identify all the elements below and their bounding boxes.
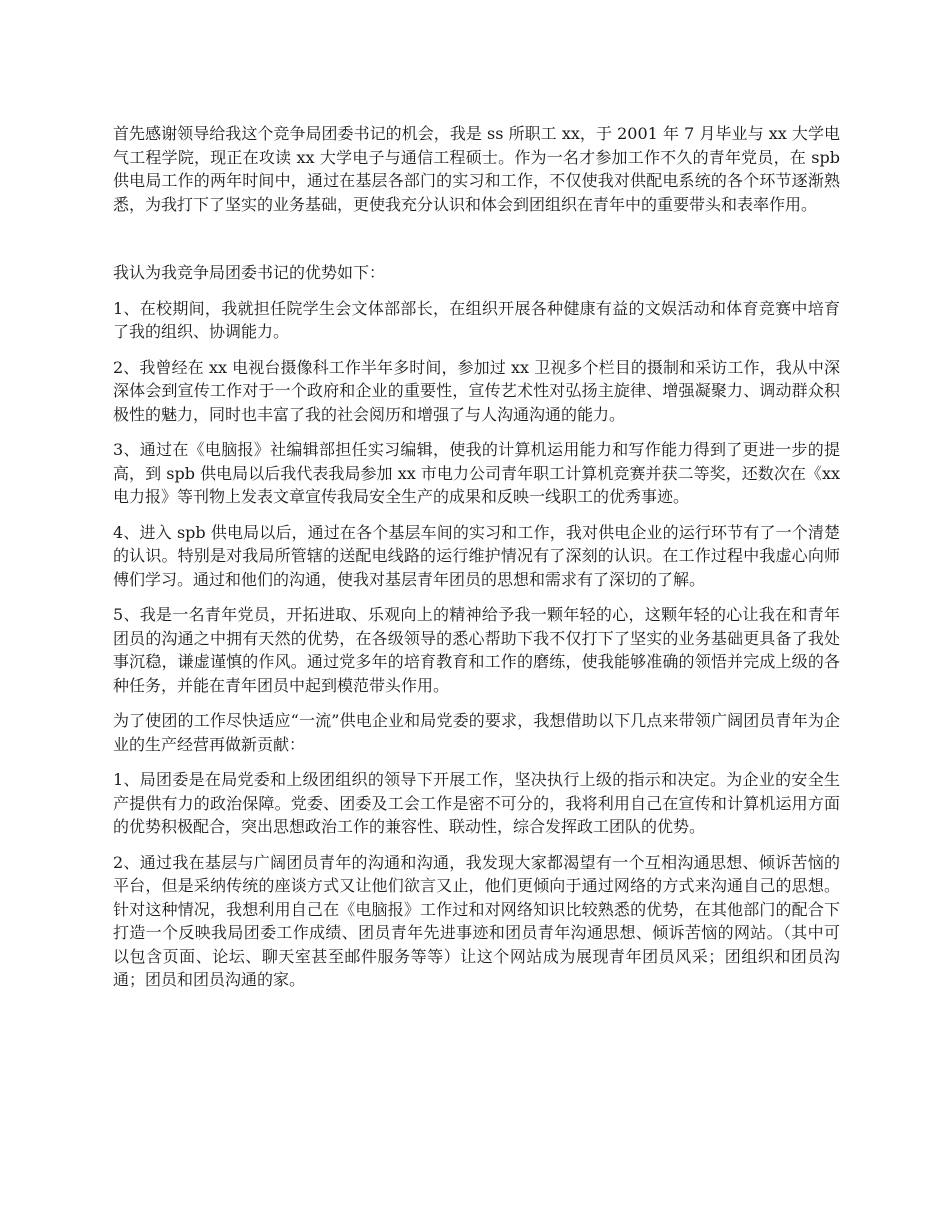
advantage-item-5: 5、我是一名青年党员，开拓进取、乐观向上的精神给予我一颗年轻的心，这颗年轻的心让我在和青年团员的沟通之中拥有天然的优势，在各级领导的悉心帮助下我不仅打下了坚实的业务基础更具备了我处事沉稳，谦虚谨慎的作风。通过党多年的培育教育和工作的磨练，使我能够准确的领悟并完成上级的各种任务，并能在青年团员中起到模范带头作用。 [113, 605, 840, 695]
advantage-item-4: 4、进入 spb 供电局以后，通过在各个基层车间的实习和工作，我对供电企业的运行环节有了一个清楚的认识。特别是对我局所管辖的送配电线路的运行维护情况有了深刻的认识。在工作过程中我虚心向师傅们学习。通过和他们的沟通，使我对基层青年团员的思想和需求有了深切的了解。 [113, 522, 840, 589]
intro-paragraph: 首先感谢领导给我这个竞争局团委书记的机会，我是 ss 所职工 xx，于 2001 年 7 月毕业与 xx 大学电气工程学院，现正在攻读 xx 大学电子与通信工程硕士。作为一名才参加工作不久的青年党员，在 spb 供电局工作的两年时间中，通过在基层各部门的实习和工作，不仅使我对供配电系统的各个环节逐渐熟悉，为我打下了坚实的业务基础，更使我充分认识和体会到团组织在青年中的重要带头和表率作用。 [113, 124, 840, 214]
advantages-heading: 我认为我竞争局团委书记的优势如下： [113, 263, 386, 282]
advantage-item-2: 2、我曾经在 xx 电视台摄像科工作半年多时间，参加过 xx 卫视多个栏目的摄制和采访工作，我从中深深体会到宣传工作对于一个政府和企业的重要性，宣传艺术性对弘扬主旋律、增强凝聚力、调动群众积极性的魅力，同时也丰富了我的社会阅历和增强了与人沟通沟通的能力。 [113, 357, 840, 424]
plans-intro-paragraph: 为了使团的工作尽快适应“一流”供电企业和局党委的要求，我想借助以下几点来带领广阔团员青年为企业的生产经营再做新贡献： [113, 711, 840, 754]
document-page [113, 122, 840, 1004]
advantage-item-3: 3、通过在《电脑报》社编辑部担任实习编辑，使我的计算机运用能力和写作能力得到了更进一步的提高，到 spb 供电局以后我代表我局参加 xx 市电力公司青年职工计算机竞赛并获二等奖，还数次在《xx 电力报》等刊物上发表文章宣传我局安全生产的成果和反映一线职工的优秀事迹。 [113, 440, 840, 506]
plan-item-1: 1、局团委是在局党委和上级团组织的领导下开展工作，坚决执行上级的指示和决定。为企业的安全生产提供有力的政治保障。党委、团委及工会工作是密不可分的，我将利用自己在宣传和计算机运用方面的优势积极配合，突出思想政治工作的兼容性、联动性，综合发挥政工团队的优势。 [113, 770, 840, 836]
plan-item-2: 2、通过我在基层与广阔团员青年的沟通和沟通，我发现大家都渴望有一个互相沟通思想、倾诉苦恼的平台，但是采纳传统的座谈方式又让他们欲言又止，他们更倾向于通过网络的方式来沟通自己的思想。针对这种情况，我想利用自己在《电脑报》工作过和对网络知识比较熟悉的优势，在其他部门的配合下打造一个反映我局团委工作成绩、团员青年先进事迹和团员青年沟通思想、倾诉苦恼的网站。（其中可以包含页面、论坛、聊天室甚至邮件服务等等）让这个网站成为展现青年团员风采；团组织和团员沟通；团员和团员沟通的家。 [113, 852, 840, 989]
advantage-item-1: 1、在校期间，我就担任院学生会文体部部长，在组织开展各种健康有益的文娱活动和体育竞赛中培育了我的组织、协调能力。 [113, 298, 840, 341]
